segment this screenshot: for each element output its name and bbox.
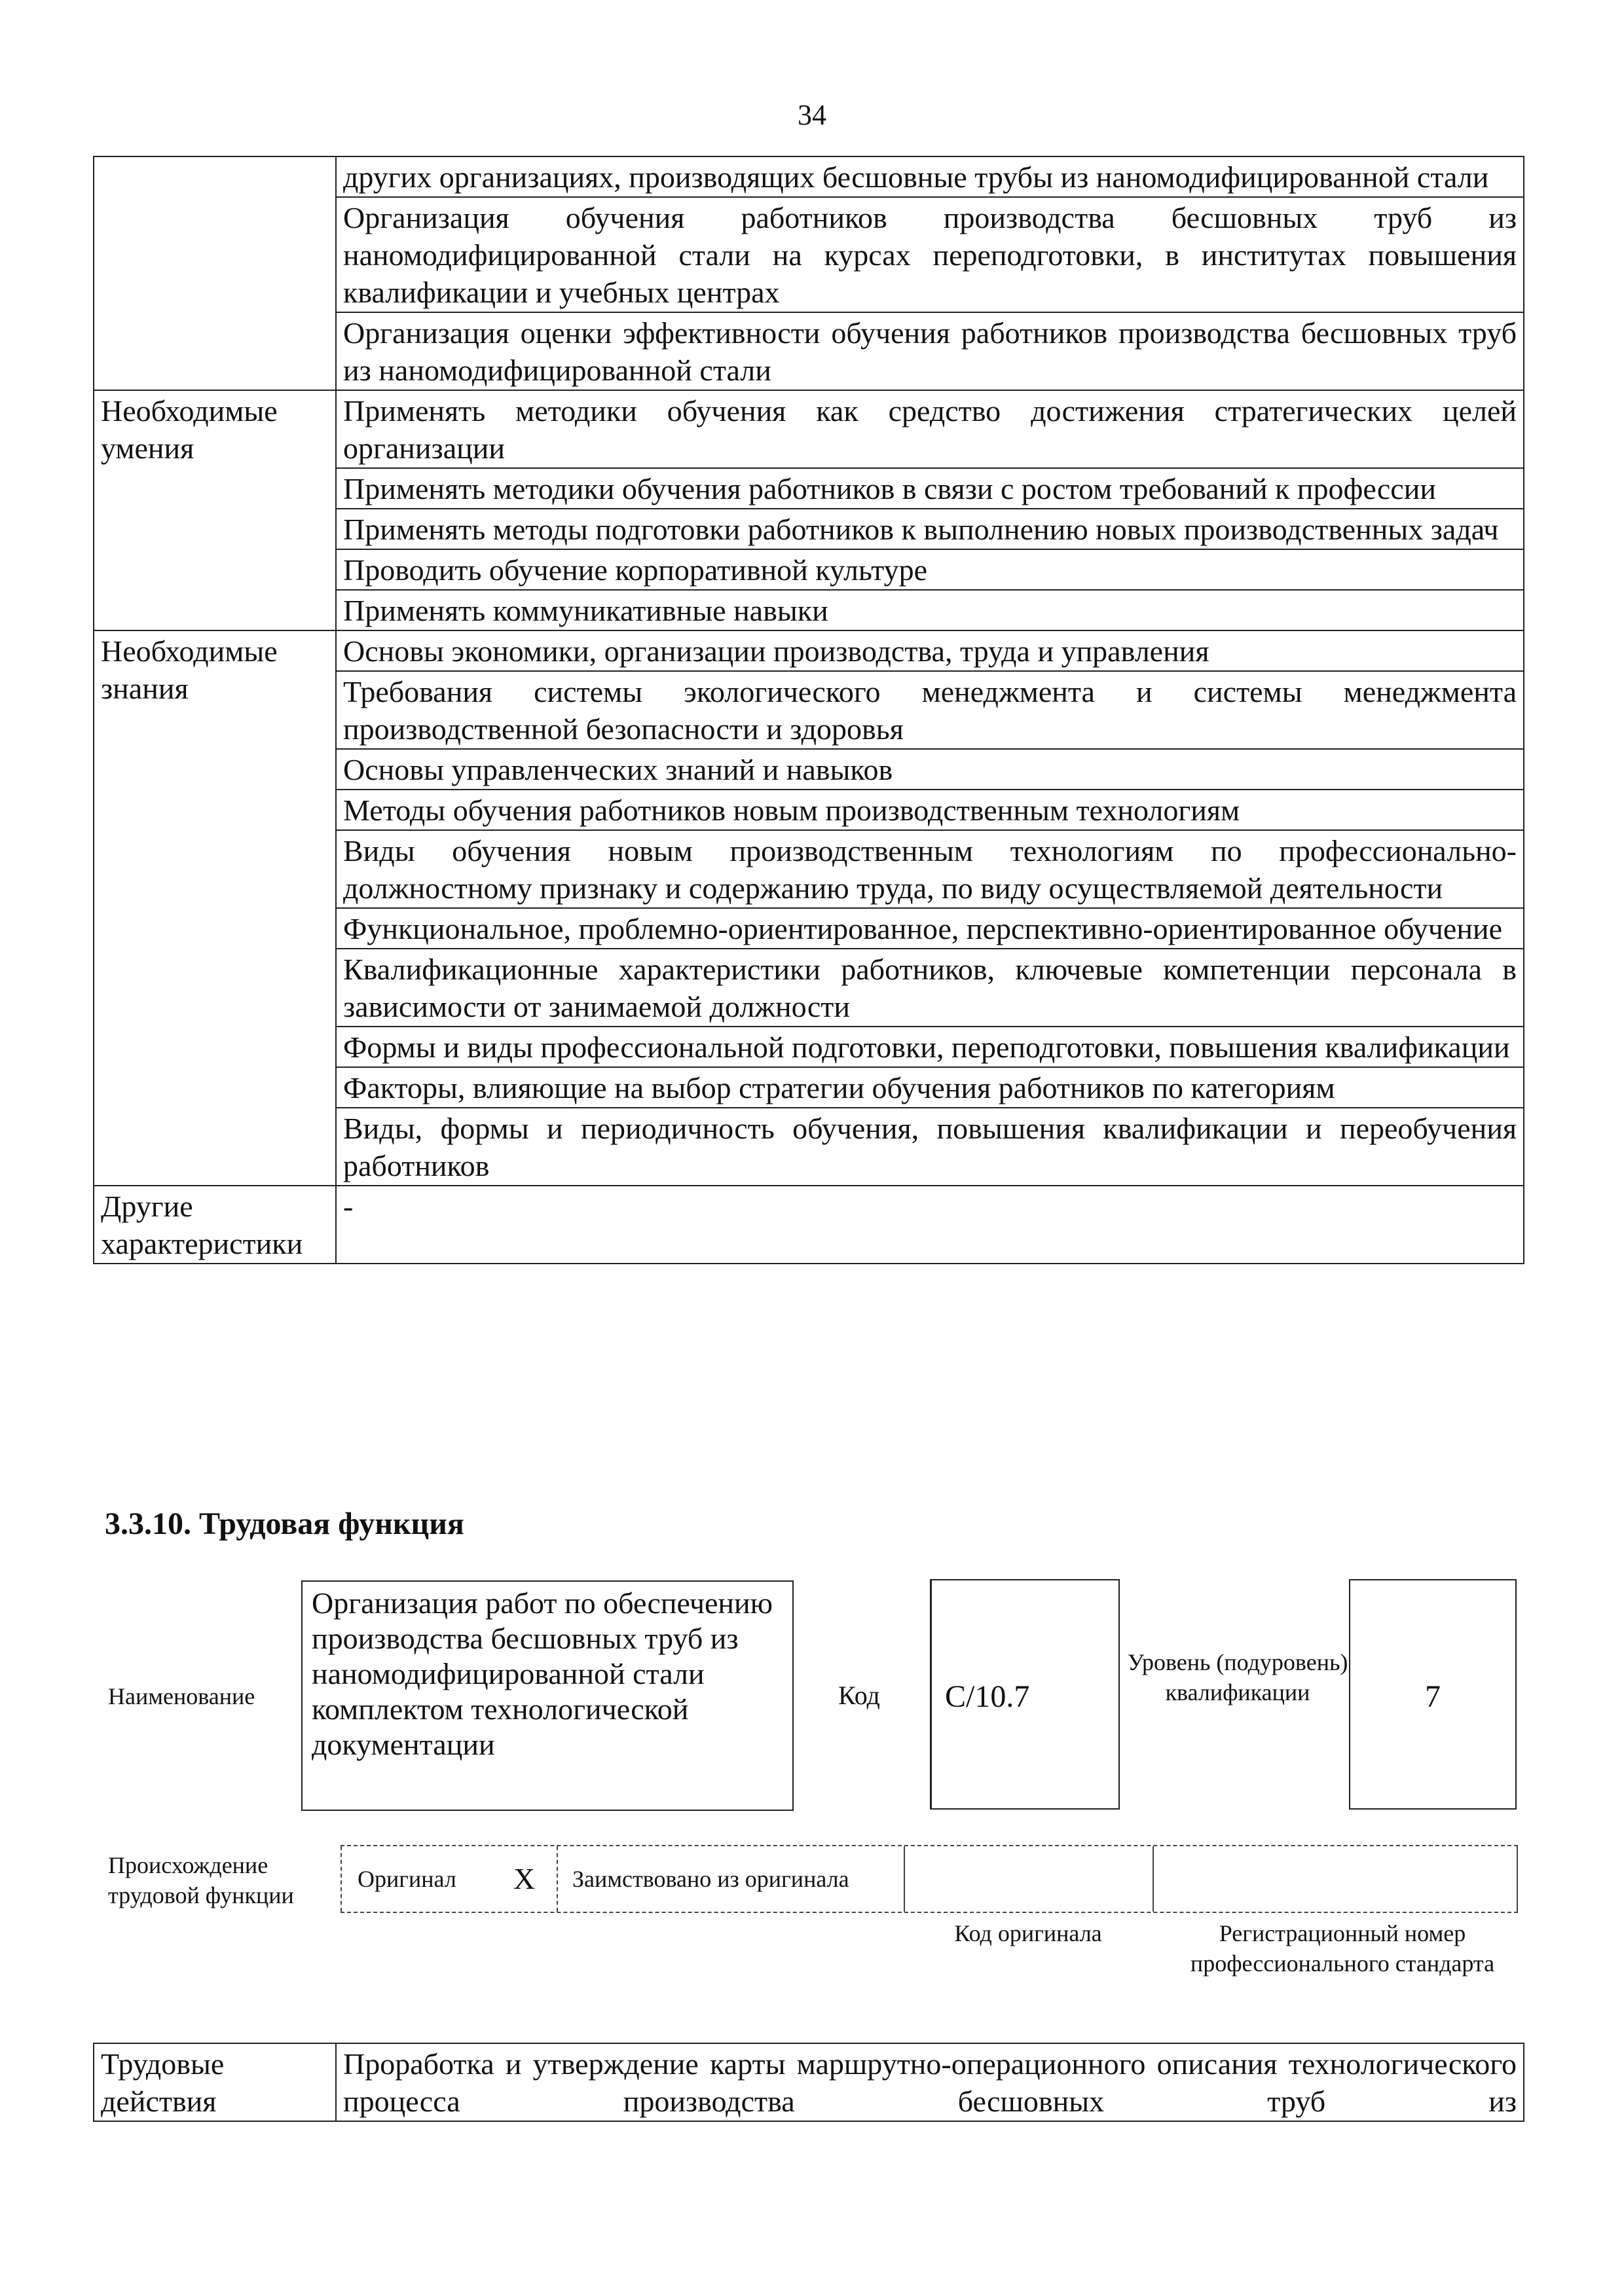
section-title: 3.3.10. Трудовая функция: [105, 1506, 464, 1541]
origin-row: [341, 1845, 1518, 1913]
row-value: Проводить обучение корпоративной культуре: [336, 549, 1524, 590]
code-label: Код: [838, 1681, 880, 1710]
reg-number-cell: [1153, 1846, 1517, 1912]
row-value: Требования системы экологического менеджмента и системы менеджмента производственной безопасности и здоровья: [336, 671, 1524, 749]
function-name-box: Организация работ по обеспечению производства бесшовных труб из наномодифицированной стали комплектом технологической документации: [301, 1580, 794, 1811]
table-row: [94, 156, 1524, 197]
original-cell: [341, 1846, 557, 1912]
table-row: [94, 2043, 1524, 2121]
row-label-knowledge: Необходимые знания: [94, 630, 336, 1186]
name-label: Наименование: [108, 1683, 255, 1709]
row-label: [94, 156, 336, 390]
page-number: 34: [798, 99, 826, 131]
row-label-other: Другие характеристики: [94, 1186, 336, 1264]
original-mark: X: [513, 1862, 536, 1895]
borrowed-cell: Заимствовано из оригинала: [557, 1846, 904, 1912]
row-value: -: [336, 1186, 1524, 1264]
level-box: 7: [1349, 1579, 1517, 1810]
row-value: Квалификационные характеристики работников, ключевые компетенции персонала в зависимости от занимаемой должности: [336, 949, 1524, 1027]
row-value: Формы и виды профессиональной подготовки, переподготовки, повышения квалификации: [336, 1027, 1524, 1067]
table-row: [94, 1186, 1524, 1264]
row-value: Применять коммуникативные навыки: [336, 590, 1524, 630]
competency-table: [93, 156, 1524, 1264]
actions-value: Проработка и утверждение карты маршрутно-операционного описания технологического процесса производства бесшовных труб из: [336, 2043, 1524, 2121]
original-label: Оригинал: [358, 1866, 456, 1892]
row-value: других организациях, производящих бесшовные трубы из наномодифицированной стали: [336, 156, 1524, 197]
table-row: [94, 390, 1524, 468]
actions-label: Трудовые действия: [94, 2043, 336, 2121]
row-value: Применять методы подготовки работников к выполнению новых производственных задач: [336, 509, 1524, 549]
row-value: Организация обучения работников производства бесшовных труб из наномодифицированной стали на курсах переподготовки, в институтах повышения квалификации и учебных центрах: [336, 197, 1524, 312]
row-value: Применять методики обучения как средство достижения стратегических целей организации: [336, 390, 1524, 468]
origin-label: Происхождение трудовой функции: [108, 1852, 294, 1908]
row-value: Функциональное, проблемно-ориентированное, перспективно-ориентированное обучение: [336, 908, 1524, 949]
row-value: Применять методики обучения работников в связи с ростом требований к профессии: [336, 468, 1524, 509]
row-value: Основы управленческих знаний и навыков: [336, 749, 1524, 790]
level-label: Уровень (подуровень) квалификации: [1127, 1649, 1348, 1705]
actions-table: [93, 2043, 1524, 2122]
row-label-skills: Необходимые умения: [94, 390, 336, 630]
original-code-cell: [904, 1846, 1153, 1912]
row-value: Методы обучения работников новым производственным технологиям: [336, 790, 1524, 830]
table-row: [94, 630, 1524, 671]
row-value: Виды обучения новым производственным технологиям по профессионально-должностному признаку и содержанию труда, по виду осуществляемой деятельности: [336, 830, 1524, 908]
code-box: C/10.7: [930, 1579, 1120, 1810]
row-value: Организация оценки эффективности обучения работников производства бесшовных труб из наномодифицированной стали: [336, 312, 1524, 390]
original-code-label: Код оригинала: [954, 1920, 1102, 1946]
row-value: Факторы, влияющие на выбор стратегии обучения работников по категориям: [336, 1067, 1524, 1108]
row-value: Виды, формы и периодичность обучения, повышения квалификации и переобучения работников: [336, 1108, 1524, 1186]
row-value: Основы экономики, организации производства, труда и управления: [336, 630, 1524, 671]
reg-number-label: Регистрационный номер профессионального стандарта: [1190, 1920, 1495, 1977]
